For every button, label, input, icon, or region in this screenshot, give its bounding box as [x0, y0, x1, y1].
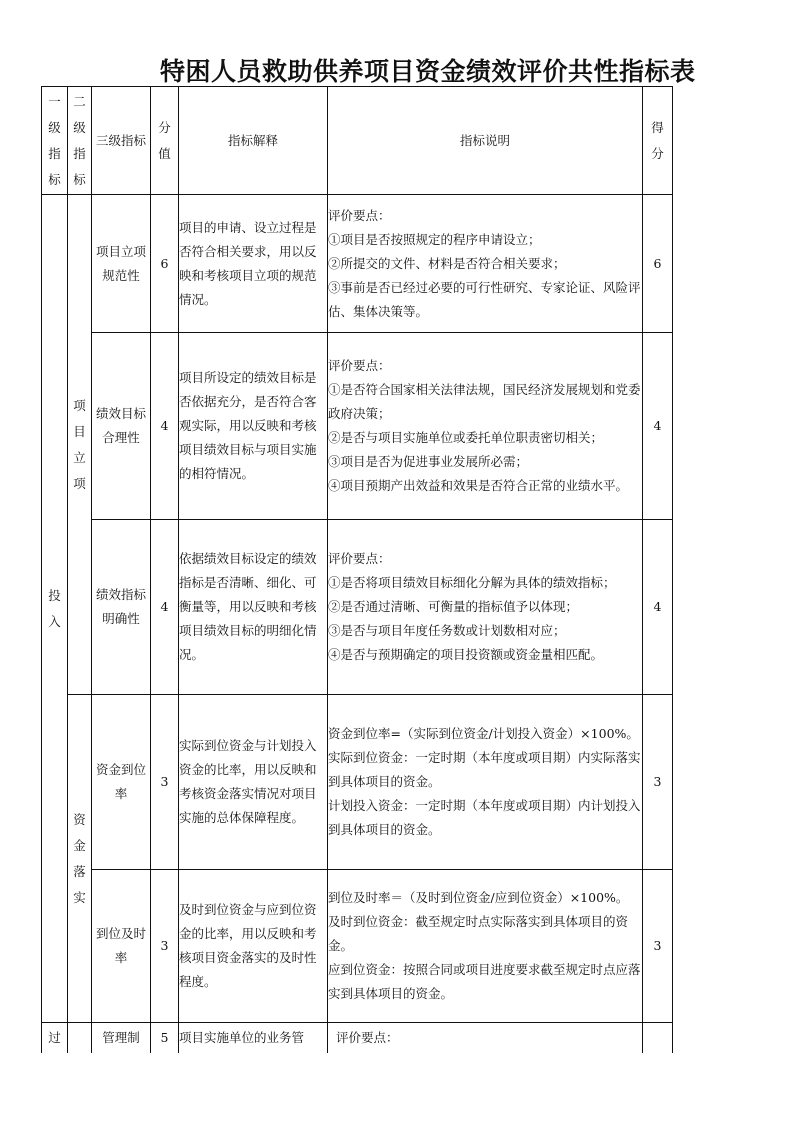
description-cell: 评价要点： ①是否将项目绩效目标细化分解为具体的绩效指标； ②是否通过清晰、可衡量的指标值予以体现； ③是否与项目年度任务数或计划数相对应； ④是否与预期确定的项目投资额或资金量相匹配。 [328, 520, 643, 695]
score-cell: 3 [643, 695, 673, 870]
indicator-table [41, 86, 673, 1053]
explanation-cell: 项目所设定的绩效目标是否依据充分，是否符合客观实际，用以反映和考核项目绩效目标与项目实施的相符情况。 [179, 333, 328, 520]
header-points: 分 值 [151, 87, 179, 195]
explanation-cell: 项目的申请、设立过程是否符合相关要求，用以反映和考核项目立项的规范情况。 [179, 195, 328, 333]
points-cell: 5 [151, 1023, 179, 1053]
level3-cell: 绩效目标合理性 [92, 333, 151, 520]
points-cell: 6 [151, 195, 179, 333]
level2-cell-project-setup: 项 目 立 项 [68, 195, 92, 695]
header-level3: 三级指标 [92, 87, 151, 195]
table-row [42, 520, 673, 695]
table-row [42, 870, 673, 1023]
explanation-cell: 及时到位资金与应到位资金的比率，用以反映和考核项目资金落实的及时性程度。 [179, 870, 328, 1023]
points-cell: 3 [151, 695, 179, 870]
description-cell: 到位及时率＝（及时到位资金/应到位资金）×100%。 及时到位资金：截至规定时点实际落实到具体项目的资金。 应到位资金：按照合同或项目进度要求截至规定时点应落实到具体项目的资金。 [328, 870, 643, 1023]
explanation-cell: 项目实施单位的业务管 [179, 1023, 328, 1053]
points-cell: 3 [151, 870, 179, 1023]
score-cell: 6 [643, 195, 673, 333]
description-cell: 评价要点： [328, 1023, 643, 1053]
header-description: 指标说明 [328, 87, 643, 195]
description-cell: 资金到位率=（实际到位资金/计划投入资金）×100%。 实际到位资金：一定时期（本年度或项目期）内实际落实到具体项目的资金。 计划投入资金：一定时期（本年度或项目期）内计划投入到具体项目的资金。 [328, 695, 643, 870]
table-row [42, 195, 673, 333]
level3-cell: 资金到位率 [92, 695, 151, 870]
level3-cell: 到位及时率 [92, 870, 151, 1023]
points-cell: 4 [151, 333, 179, 520]
table-row [42, 1023, 673, 1053]
level2-cell-empty [68, 1023, 92, 1053]
header-level2: 二 级 指 标 [68, 87, 92, 195]
level2-cell-funds: 资 金 落 实 [68, 695, 92, 1023]
header-explanation: 指标解释 [179, 87, 328, 195]
table-header-row [42, 87, 673, 195]
description-cell: 评价要点： ①是否符合国家相关法律法规，国民经济发展规划和党委政府决策； ②是否与项目实施单位或委托单位职责密切相关； ③项目是否为促进事业发展所必需； ④项目预期产出效益和效果是否符合正常的业绩水平。 [328, 333, 643, 520]
score-cell: 3 [643, 870, 673, 1023]
points-cell: 4 [151, 520, 179, 695]
page-title: 特困人员救助供养项目资金绩效评价共性指标表 [160, 57, 696, 86]
description-cell: 评价要点： ①项目是否按照规定的程序申请设立； ②所提交的文件、材料是否符合相关要求； ③事前是否已经过必要的可行性研究、专家论证、风险评估、集体决策等。 [328, 195, 643, 333]
level1-cell-input: 投 入 [42, 195, 68, 1023]
table-row [42, 333, 673, 520]
level3-cell: 项目立项规范性 [92, 195, 151, 333]
header-score: 得 分 [643, 87, 673, 195]
score-cell: 4 [643, 520, 673, 695]
level3-cell: 绩效指标明确性 [92, 520, 151, 695]
score-cell: 4 [643, 333, 673, 520]
level1-cell-process: 过 [42, 1023, 68, 1053]
score-cell [643, 1023, 673, 1053]
explanation-cell: 实际到位资金与计划投入资金的比率，用以反映和考核资金落实情况对项目实施的总体保障程度。 [179, 695, 328, 870]
explanation-cell: 依据绩效目标设定的绩效指标是否清晰、细化、可衡量等，用以反映和考核项目绩效目标的明细化情况。 [179, 520, 328, 695]
header-level1: 一 级 指 标 [42, 87, 68, 195]
table-row [42, 695, 673, 870]
level3-cell: 管理制 [92, 1023, 151, 1053]
